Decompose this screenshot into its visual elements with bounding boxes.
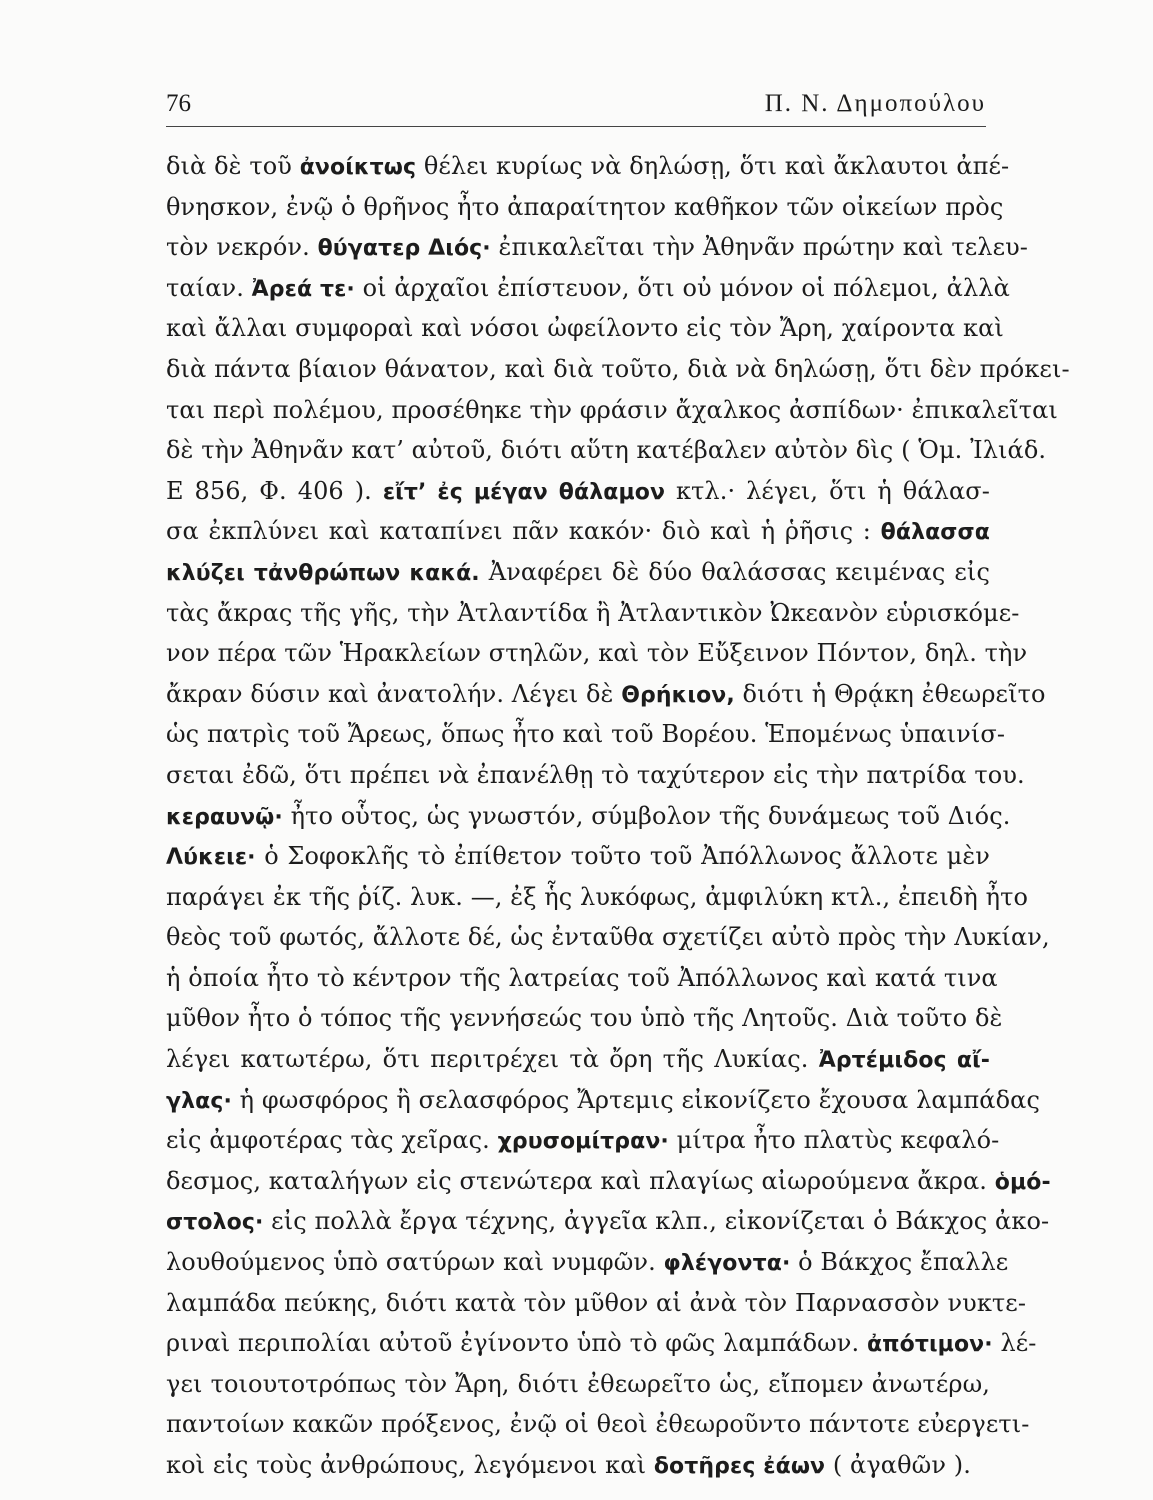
text-run: διὰ πάντα βίαιον θάνατον, καὶ διὰ τοῦτο, διὰ νὰ δηλώσῃ, ὅτι δὲν πρόκει- (166, 354, 1070, 383)
text-run: κτλ.· λέγει, ὅτι ἡ θάλασ- (665, 476, 990, 505)
bold-lemma: κεραυνῷ· (166, 804, 283, 830)
bold-lemma: γλας· (166, 1088, 232, 1114)
text-run: λέ- (992, 1329, 1037, 1358)
text-line (166, 1080, 1040, 1121)
bold-lemma: Ἀρτέμιδος αἴ- (818, 1048, 990, 1074)
text-line (166, 1404, 1030, 1445)
text-run: νον πέρα τῶν Ἡρακλείων στηλῶν, καὶ τὸν Εὔξεινον Πόντον, δηλ. τὴν (166, 639, 1028, 668)
text-line (166, 1161, 1051, 1202)
text-run: ὁ Βάκχος ἔπαλλε (790, 1248, 1009, 1277)
bold-lemma: στολος· (166, 1210, 264, 1236)
text-run: ἐπικαλεῖται τὴν Ἀθηνᾶν πρώτην καὶ τελευ- (490, 233, 1029, 262)
text-line (166, 146, 1010, 187)
bold-lemma: Θρήκιον, (621, 682, 735, 708)
text-run: διὰ δὲ τοῦ (166, 152, 300, 180)
text-line (166, 917, 1050, 958)
text-line (166, 633, 1028, 674)
text-line (166, 1242, 1009, 1283)
text-line (166, 552, 990, 593)
bold-lemma: ὁμό- (994, 1169, 1051, 1195)
text-line (166, 430, 1047, 471)
text-run: καὶ ἄλλαι συμφοραὶ καὶ νόσοι ὠφείλοντο εἰς τὸν Ἄρη, χαίροντα καὶ (166, 314, 1004, 343)
text-run: ριναὶ περιπολίαι αὐτοῦ ἐγίνοντο ὑπὸ τὸ φῶς λαμπάδων. (166, 1329, 867, 1358)
text-line (166, 877, 1029, 918)
text-line (166, 390, 1058, 431)
bold-lemma: κλύζει τἀνθρώπων κακά. (166, 560, 480, 586)
text-line (166, 593, 1020, 634)
text-run: γει τοιουτοτρόπως τὸν Ἄρη, διότι ἐθεωρεῖτο ὡς, εἴπομεν ἀνωτέρω, (166, 1369, 990, 1398)
text-line (166, 958, 998, 999)
text-line (166, 1120, 1000, 1161)
bold-lemma: δοτῆρες ἐάων (653, 1454, 826, 1479)
bold-lemma: χρυσομίτραν· (497, 1129, 669, 1155)
text-line (166, 349, 1070, 390)
bold-lemma: εἴτ’ ἐς μέγαν θάλαμον (382, 479, 666, 505)
text-line (166, 796, 1011, 837)
text-line (166, 1201, 1050, 1242)
text-run: παράγει ἐκ τῆς ῥίζ. λυκ. —, ἐξ ἧς λυκόφως, ἀμφιλύκη κτλ., ἐπειδὴ ἦτο (166, 882, 1029, 911)
text-run: δεσμος, καταλήγων εἰς στενώτερα καὶ πλαγίως αἰωρούμενα ἄκρα. (166, 1166, 995, 1195)
text-run: ταίαν. (166, 273, 252, 302)
text-run: θεὸς τοῦ φωτός, ἄλλοτε δέ, ὡς ἐνταῦθα σχετίζει αὐτὸ πρὸς τὴν Λυκίαν, (166, 923, 1050, 952)
text-run: τὸν νεκρόν. (166, 233, 318, 262)
text-run: σα ἐκπλύνει καὶ καταπίνει πᾶν κακόν· διὸ καὶ ἡ ῥῆσις : (166, 517, 881, 546)
text-line (166, 836, 990, 877)
text-run: λαμπάδα πεύκης, διότι κατὰ τὸν μῦθον αἱ ἀνὰ τὸν Παρνασσὸν νυκτε- (166, 1288, 1027, 1317)
text-run: εἰς ἀμφοτέρας τὰς χεῖρας. (166, 1126, 498, 1155)
text-run: ἡ φωσφόρος ἢ σελασφόρος Ἄρτεμις εἰκονίζετο ἔχουσα λαμπάδας (231, 1085, 1040, 1114)
text-run: Ε 856, Φ. 406 ). (166, 476, 383, 505)
bold-lemma: φλέγοντα· (663, 1251, 791, 1277)
text-run: λέγει κατωτέρω, ὅτι περιτρέχει τὰ ὄρη τῆς Λυκίας. (166, 1045, 819, 1074)
text-line (166, 714, 1006, 755)
text-line (166, 308, 1004, 349)
text-run: ἄκραν δύσιν καὶ ἀνατολήν. Λέγει δὲ (166, 679, 622, 708)
text-run: ( ἀγαθῶν ). (825, 1451, 971, 1479)
text-run: παντοίων κακῶν πρόξενος, ἐνῷ οἱ θεοὶ ἐθεωροῦντο πάντοτε εὐεργετι- (166, 1410, 1030, 1439)
text-line (166, 1323, 1037, 1364)
text-line (166, 674, 1046, 715)
text-line (166, 1283, 1027, 1324)
text-run: ὡς πατρὶς τοῦ Ἄρεως, ὅπως ἦτο καὶ τοῦ Βορέου. Ἑπομένως ὑπαινίσ- (166, 720, 1006, 749)
text-run: τὰς ἄκρας τῆς γῆς, τὴν Ἀτλαντίδα ἢ Ἀτλαντικὸν Ὠκεανὸν εὑρισκόμε- (166, 598, 1020, 627)
bold-lemma: ἀπότιμον· (866, 1332, 993, 1358)
text-run: θνησκον, ἐνῷ ὁ θρῆνος ἦτο ἀπαραίτητον καθῆκον τῶν οἰκείων πρὸς (166, 192, 1004, 221)
text-run: διότι ἡ Θρᾴκη ἐθεωρεῖτο (734, 679, 1046, 708)
text-run: ται περὶ πολέμου, προσέθηκε τὴν φράσιν ἄχαλκος ἀσπίδων· ἐπικαλεῖται (166, 395, 1058, 424)
text-line (166, 187, 1004, 228)
text-run: σεται ἐδῶ, ὅτι πρέπει νὰ ἐπανέλθῃ τὸ ταχύτερον εἰς τὴν πατρίδα του. (166, 760, 1025, 789)
text-line (166, 227, 1029, 268)
text-line (166, 1039, 990, 1080)
text-line (166, 998, 1003, 1039)
page-header (166, 86, 986, 127)
text-line (166, 1445, 990, 1486)
text-run: οἱ ἀρχαῖοι ἐπίστευον, ὅτι οὐ μόνον οἱ πόλεμοι, ἀλλὰ (354, 273, 1010, 302)
bold-lemma: Ἀρεά τε· (251, 276, 355, 302)
bold-lemma: θύγατερ Διός· (317, 236, 491, 262)
text-line (166, 471, 990, 512)
text-run: κοὶ εἰς τοὺς ἀνθρώπους, λεγόμενοι καὶ (166, 1451, 654, 1479)
text-line (166, 755, 1025, 796)
text-line (166, 511, 990, 552)
text-run: μῦθον ἦτο ὁ τόπος τῆς γεννήσεώς του ὑπὸ τῆς Λητοῦς. Διὰ τοῦτο δὲ (166, 1004, 1003, 1033)
body-text (166, 146, 1070, 1486)
bold-lemma: ἀνοίκτως (299, 155, 417, 180)
running-head: Π. Ν. Δημοπούλου (764, 90, 986, 117)
text-run: μίτρα ἦτο πλατὺς κεφαλό- (668, 1126, 1000, 1155)
bold-lemma: θάλασσα (880, 520, 990, 546)
bold-lemma: Λύκειε· (166, 845, 256, 871)
text-line (166, 1364, 990, 1405)
text-line (166, 268, 1010, 309)
text-run: δὲ τὴν Ἀθηνᾶν κατ’ αὐτοῦ, διότι αὕτη κατέβαλεν αὐτὸν δὶς ( Ὁμ. Ἰλιάδ. (166, 436, 1047, 465)
text-run: Ἀναφέρει δὲ δύο θαλάσσας κειμένας εἰς (479, 557, 990, 586)
text-run: ἦτο οὗτος, ὡς γνωστόν, σύμβολον τῆς δυνάμεως τοῦ Διός. (282, 801, 1011, 830)
text-run: θέλει κυρίως νὰ δηλώσῃ, ὅτι καὶ ἄκλαυτοι ἀπέ- (416, 152, 1010, 180)
text-run: λουθούμενος ὑπὸ σατύρων καὶ νυμφῶν. (166, 1248, 664, 1277)
text-run: εἰς πολλὰ ἔργα τέχνης, ἀγγεῖα κλπ., εἰκονίζεται ὁ Βάκχος ἀκο- (263, 1207, 1050, 1236)
text-run: ἡ ὁποία ἦτο τὸ κέντρον τῆς λατρείας τοῦ Ἀπόλλωνος καὶ κατά τινα (166, 963, 998, 992)
page-number: 76 (166, 90, 191, 117)
text-run: ὁ Σοφοκλῆς τὸ ἐπίθετον τοῦτο τοῦ Ἀπόλλωνος ἄλλοτε μὲν (255, 842, 990, 871)
